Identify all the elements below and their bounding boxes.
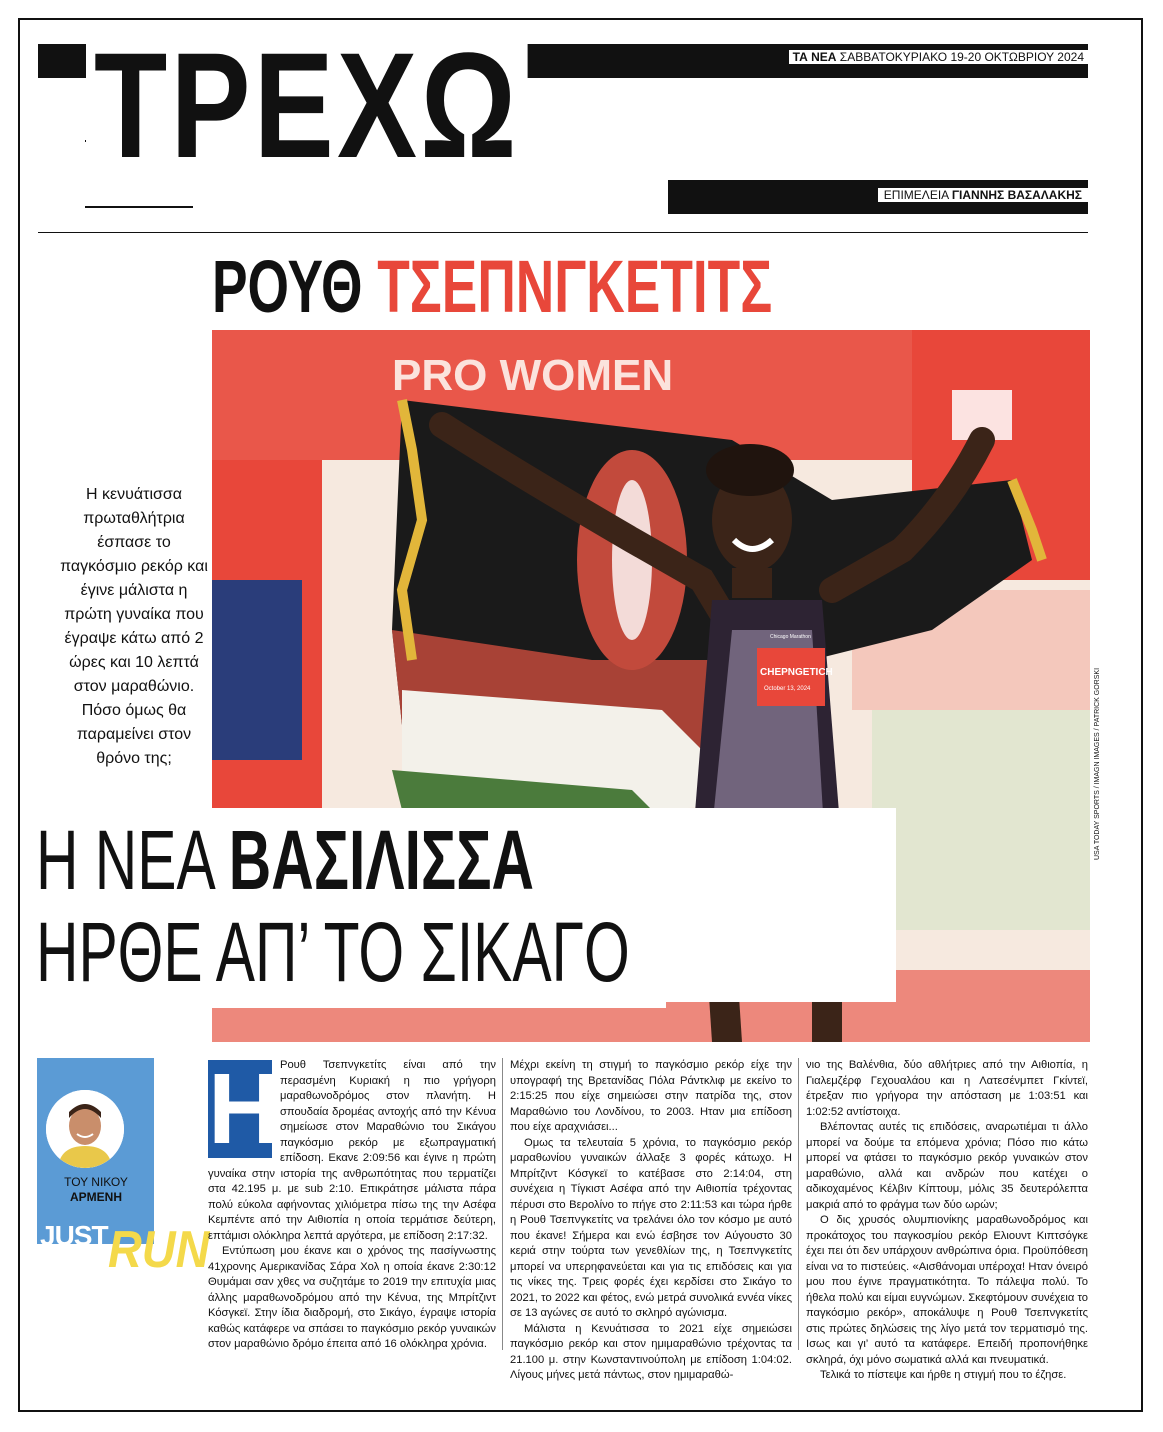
photo-credit: USA TODAY SPORTS / IMAGN IMAGES / PATRICK GORSKI: [1094, 667, 1101, 860]
article-paragraph: Μέχρι εκείνη τη στιγμή το παγκόσμιο ρεκόρ είχε την υπογραφή της Βρετανίδας Πόλα Ράντκλιφ με εκείνο το 2:15:25 που είχε σημειώσει στην πατρίδα της, στον Μαραθώνιο του Λονδίνου, το 2003. Ηταν μια επίδοση που είχε αραχνιάσει...: [510, 1059, 792, 1133]
section-divider: [38, 232, 1088, 233]
author-byline: [40, 1175, 152, 1205]
athlete-first-name: ΡΟΥΘ: [212, 245, 363, 328]
banner-text: PRO WOMEN: [392, 351, 674, 400]
bib-date: October 13, 2024: [764, 686, 811, 692]
column-logo-run: RUN: [108, 1221, 210, 1279]
headline-light: Η ΝΕΑ: [36, 813, 213, 907]
author-prefix: ΤΟΥ ΝΙΚΟΥ: [64, 1175, 128, 1189]
article-paragraph: Ο δις χρυσός ολυμπιονίκης μαραθωνοδρόμος και προκάτοχος του παγκοσμίου ρεκόρ Ελιουντ Κιπτσόγκε έχει πει ότι δεν υπάρχουν ανθρώπινα όρια. Προϋπόθεση είναι να το πιστεύεις. «Αισθάνομαι υπέροχα! Ηταν όνειρό μου που έγινε πραγματικότητα. Το πάλεψα πολύ. Το ήθελα πολύ και είμαι ευγνώμων. Σκεφτόμουν συνέχεια το παγκόσμιο ρεκόρ», αποκάλυψε η Ρουθ Τσεπνγκετίτς στις πρώτες δηλώσεις της λίγο μετά τον τερματισμό της. Ισως και γι’ αυτό τα κατάφερε. Επειδή προπονήθηκε σκληρά, όχι μόνο σωματικά αλλά και πνευματικά.: [806, 1214, 1088, 1366]
author-avatar: [46, 1090, 124, 1168]
article-paragraph: Ρουθ Τσεπνγκετίτς είναι από την περασμένη Κυριακή η πιο γρήγορη μαραθωνοδρόμος στον πλανήτη. Η σπουδαία δρομέας αντοχής από την Κένυα σημείωσε στον Μαραθώνιο του Σικάγου παγκόσμιο ρεκόρ με εξωπραγματική επίδοση. Εκανε 2:09:56 και έγινε η πρώτη γυναίκα στην ιστορία της ανθρωπότητας που τερματίζει στα 42.195 μ. με sub 2:10. Επικράτησε μάλιστα πάρα πολύ εύκολα αφήνοντας χιλιόμετρα πίσω της την Ασέφα Κεμπέντε από την Αιθιοπία η οποία τερμάτισε δεύτερη, επτάμισι ολόκληρα λεπτά αργότερα, με επίδοση 2:17:32.: [208, 1059, 496, 1242]
headline-line-1: [36, 814, 630, 906]
editor-credit: [878, 188, 1088, 202]
article-column-3: [806, 1058, 1088, 1384]
masthead-rule: [85, 206, 193, 208]
headline-bold: ΒΑΣΙΛΙΣΣΑ: [228, 813, 534, 907]
drop-cap: Η: [208, 1053, 281, 1165]
headline-line-2: ΗΡΘΕ ΑΠ’ ΤΟ ΣΙΚΑΓΟ: [36, 905, 630, 999]
editor-prefix: ΕΠΙΜΕΛΕΙΑ: [883, 188, 949, 202]
intro-text: Η κενυάτισσα πρωταθλήτρια έσπασε το παγκόσμιο ρεκόρ και έγινε μάλιστα η πρώτη γυναίκα που έγραψε κάτω από 2 ώρες και 10 λεπτά στον μαραθώνιο. Πόσο όμως θα παραμείνει στον θρόνο της;: [60, 486, 208, 767]
author-name: ΑΡΜΕΝΗ: [69, 1190, 122, 1204]
main-headline: [36, 808, 896, 1002]
author-photo: [46, 1090, 124, 1168]
article-paragraph: Εντύπωση μου έκανε και ο χρόνος της πασίγνωστης 41χρονης Αμερικανίδας Σάρα Χολ η οποία έκανε 2:30:12 Θυμάμαι σαν χθες να συζητάμε το 2019 την επιτυχία μιας άλλης μαραθωνοδρόμου από την Κένυα, της Μπρίτζιντ Κόσγκεϊ. Στην ίδια διαδρομή, στο Σικάγο, έγραψε ιστορία καθώς κατάφερε να σπάσει το παγκόσμιο ρεκόρ γυναικών στον μαραθώνιο δρόμο έπειτα από 16 ολόκληρα χρόνια.: [208, 1245, 496, 1350]
article-column-1: [208, 1053, 496, 1353]
publication-date: [789, 50, 1088, 64]
athlete-name: [212, 245, 773, 328]
issue-date: ΣΑΒΒΑΤΟΚΥΡΙΑΚΟ 19-20 ΟΚΤΩΒΡΙΟΥ 2024: [839, 50, 1084, 64]
column-divider: [798, 1058, 799, 1350]
editor-name: ΓΙΑΝΝΗΣ ΒΑΣΑΛΑΚΗΣ: [951, 188, 1082, 202]
bib-name: CHEPNGETICH: [760, 667, 833, 678]
section-title: ΤΡΕΧΩ: [86, 30, 528, 180]
athlete-last-name: ΤΣΕΠΝΓΚΕΤΙΤΣ: [377, 245, 773, 328]
column-logo-just: JUST: [40, 1220, 108, 1251]
article-paragraph: Βλέποντας αυτές τις επιδόσεις, αναρωτιέμαι τι άλλο μπορεί να δούμε τα επόμενα χρόνια; Πόσο πιο κάτω μπορεί να φτάσει το παγκόσμιο ρεκόρ γυναικών στον μαραθώνιο, αλλά και ανδρών που κατέχει ο αδικοχαμένος Κέλβιν Κίπτουμ, μόλις 35 δευτερόλεπτα μακριά από το φράγμα των δύο ωρών;: [806, 1121, 1088, 1211]
article-column-2: [510, 1058, 792, 1384]
publication-name: ΤΑ ΝΕΑ: [792, 50, 837, 64]
bib-event: Chicago Marathon: [770, 634, 811, 640]
article-paragraph: Μάλιστα η Κενυάτισσα το 2021 είχε σημειώσει παγκόσμιο ρεκόρ και στον ημιμαραθώνιο τρέχοντας τα 21.100 μ. στην Κωνσταντινούπολη με επίδοση 1:04:02. Λίγους μήνες μετά πάντως, στον ημιμαραθώ-: [510, 1322, 792, 1381]
article-paragraph: Ομως τα τελευταία 5 χρόνια, το παγκόσμιο ρεκόρ μαραθωνίου γυναικών άλλαξε 3 φορές κάτωχο. Η Μπρίτζιντ Κόσγκεϊ το κατέβασε στο 2:14:04, στη συνέχεια η Τίγκιστ Ασέφα από την Αιθιοπία τρέχοντας πέρυσι στο Βερολίνο το πήγε στο 2:11:53 και τώρα ήρθε η Ρουθ Τσεπνγκετίτς να τρελάνει όλο τον κόσμο με αυτό που έκανε! Σήμερα και ενώ έσβησε τον Αύγουστο 30 κεριά στην τούρτα των γενεθλίων της, η Τσεπνγκετίτς μπορεί να υπερηφανεύεται και για τις επιδόσεις και για τις νίκες της. Τρεις φορές έχει κερδίσει στο Σικάγο το 2021, το 2022 και φέτος, ενώ μετρά συνολικά εννέα νίκες σε 13 αγώνες σε αυτό το σκληρό αγώνισμα.: [510, 1136, 792, 1319]
article-paragraph: Τελικά το πίστεψε και ήρθε η στιγμή που το έζησε.: [820, 1369, 1067, 1381]
column-divider: [502, 1058, 503, 1350]
article-paragraph: νιο της Βαλένθια, δύο αθλήτριες από την Αιθιοπία, η Γιαλεμζέρφ Γεχουαλάου και η Λατεσένμπετ Γκίντεϊ, έτρεξαν πιο γρήγορα την απόσταση με 1:03:51 και 1:02:52 αντίστοιχα.: [806, 1059, 1088, 1118]
